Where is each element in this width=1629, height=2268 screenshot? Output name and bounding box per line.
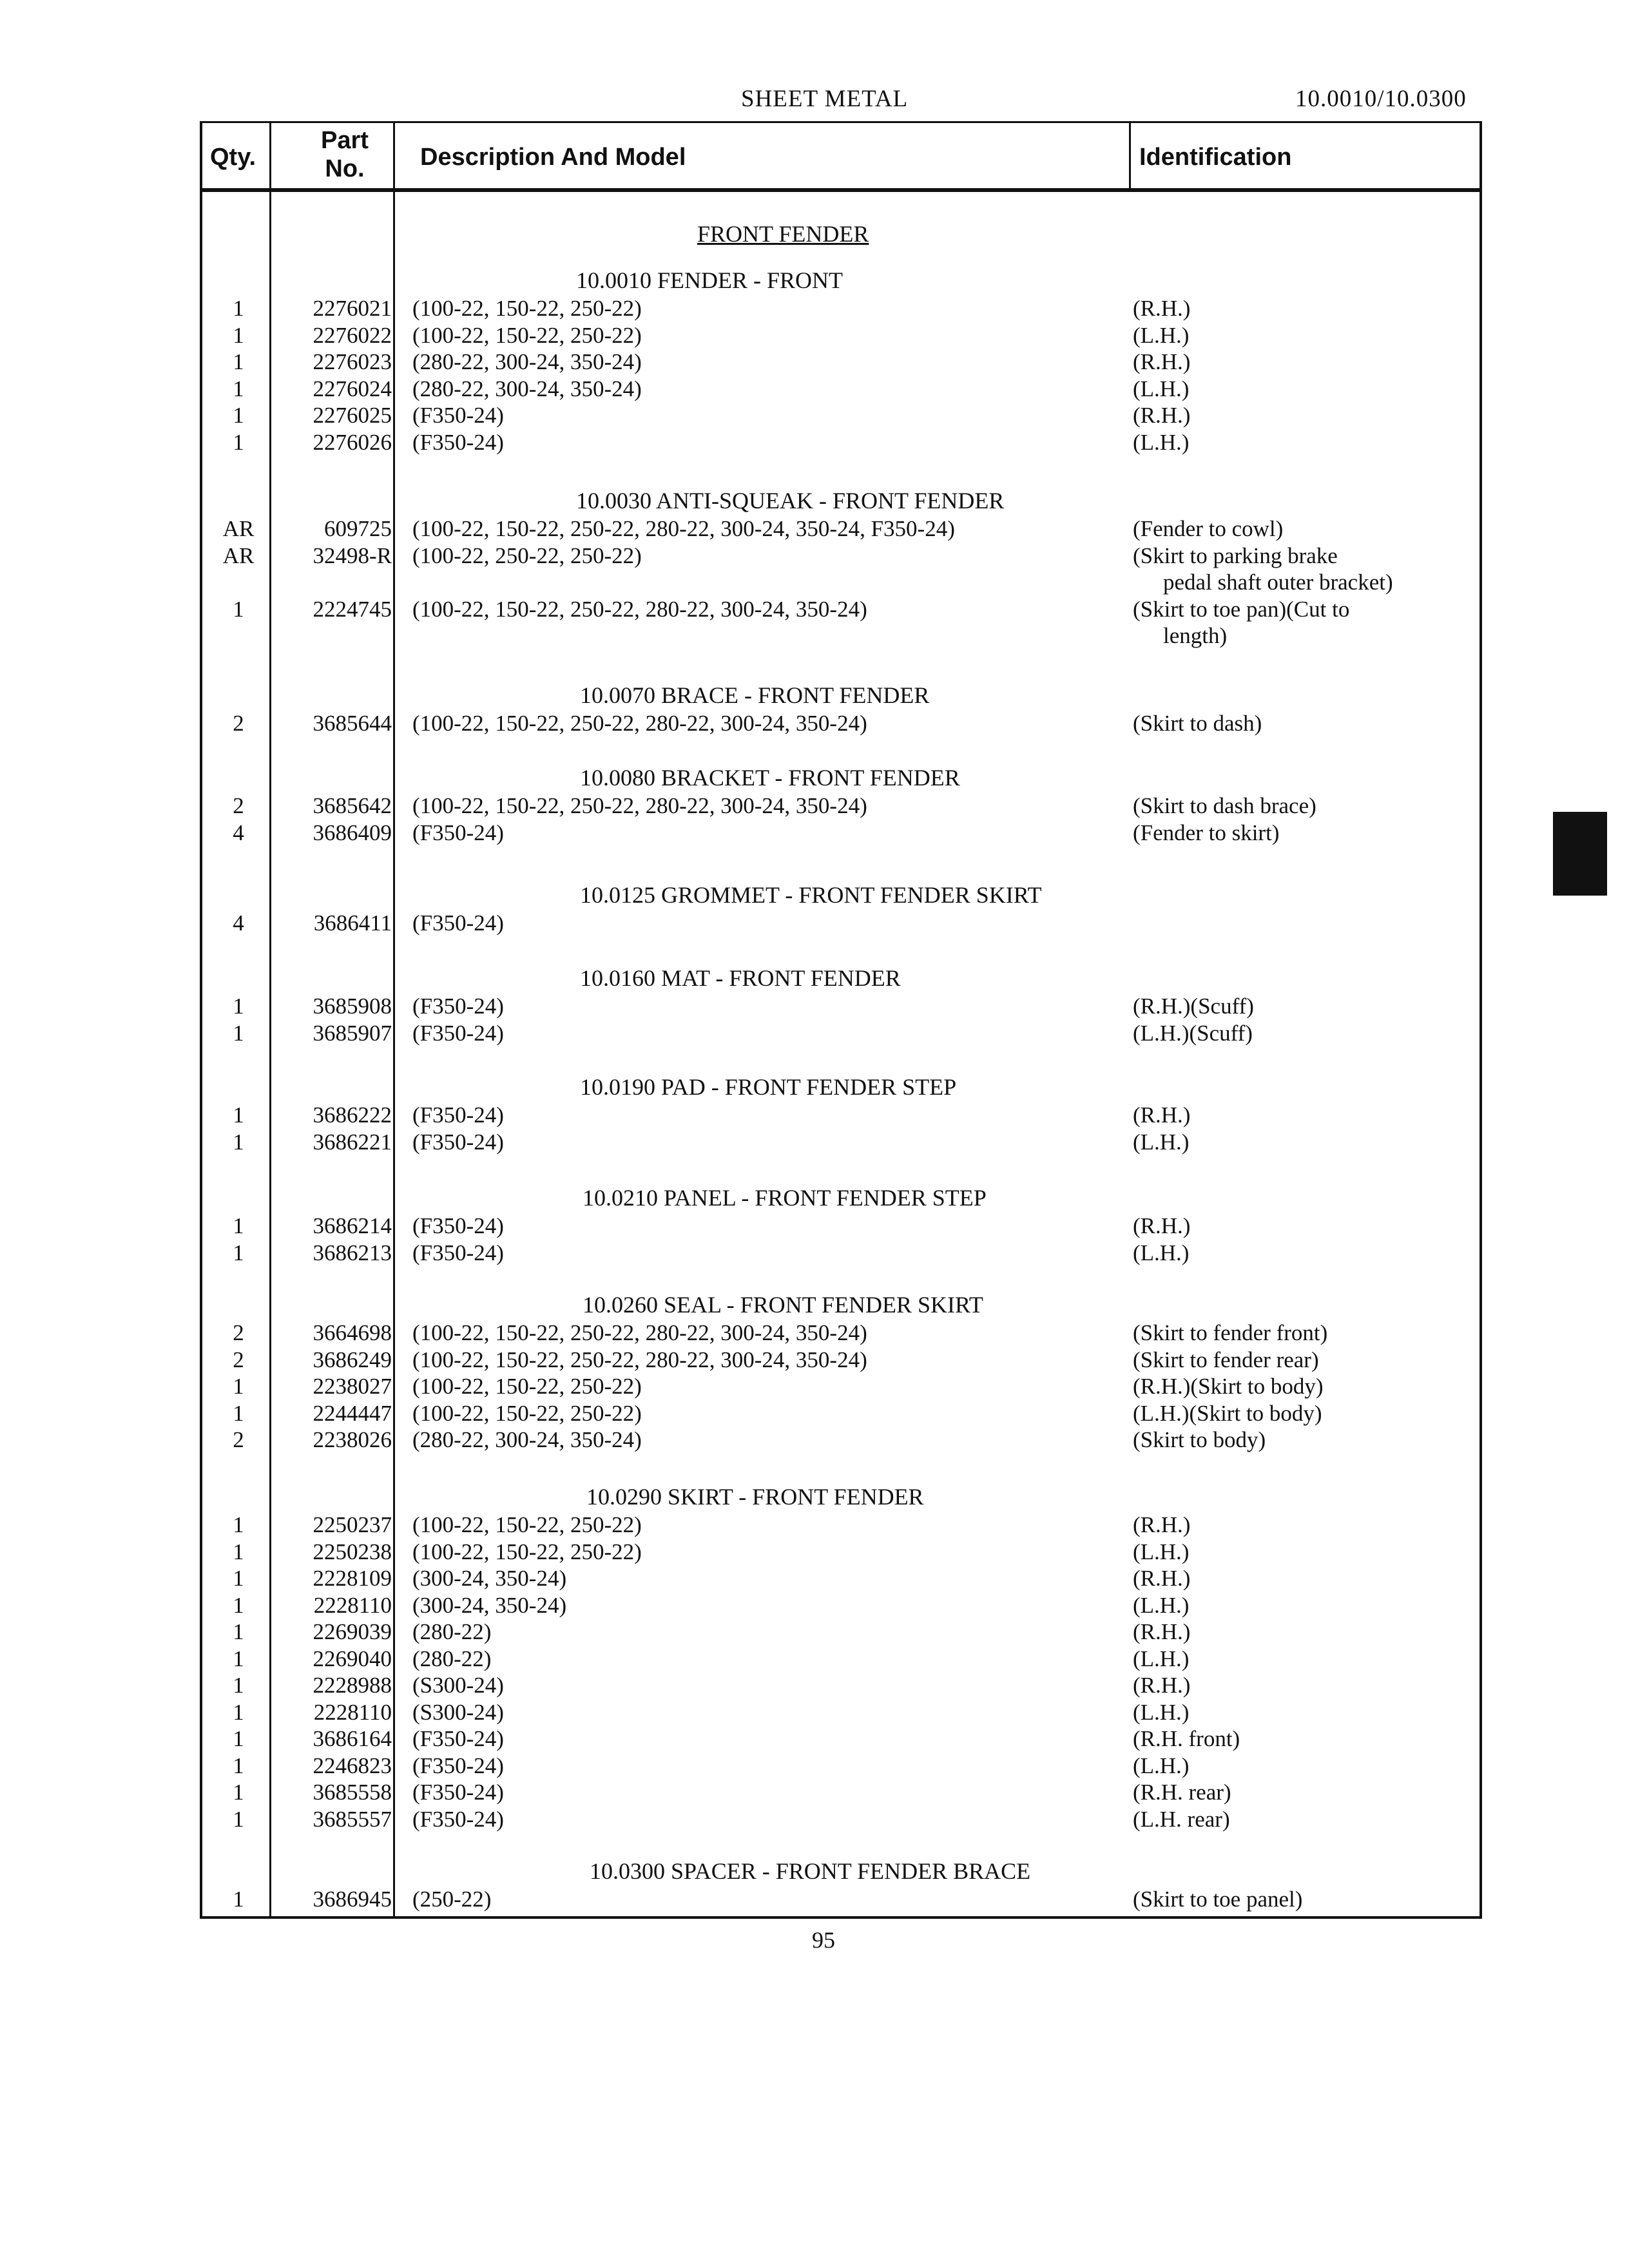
group-title: 10.0210 PANEL - FRONT FENDER STEP	[583, 1185, 987, 1211]
table-row	[0, 1373, 1629, 1400]
description-cell: (100-22, 150-22, 250-22)	[412, 1374, 642, 1399]
description-cell: (S300-24)	[412, 1673, 504, 1698]
qty-cell: AR	[222, 543, 255, 568]
qty-cell: 1	[233, 994, 244, 1019]
description-cell: (100-22, 150-22, 250-22)	[412, 1539, 642, 1564]
table-row	[0, 793, 1629, 820]
part-number-cell: 3686222	[313, 1102, 392, 1128]
part-number-cell: 2228110	[313, 1699, 392, 1725]
qty-cell: 1	[233, 1539, 244, 1564]
identification-cell: (L.H. rear)	[1133, 1806, 1230, 1832]
part-number-cell: 2228988	[313, 1673, 392, 1698]
description-cell: (F350-24)	[412, 820, 504, 845]
section-title: FRONT FENDER	[697, 221, 869, 247]
part-number-cell: 2276023	[313, 349, 392, 374]
qty-cell: 1	[233, 1240, 244, 1265]
section-tab-marker	[1553, 812, 1607, 896]
qty-cell: 1	[233, 403, 244, 428]
qty-cell: 1	[233, 296, 244, 321]
part-number-cell: 2250237	[313, 1512, 392, 1537]
table-row	[0, 1102, 1629, 1129]
qty-cell: 1	[233, 1753, 244, 1778]
description-cell: (F350-24)	[412, 403, 504, 428]
identification-cell: (Skirt to body)	[1133, 1427, 1266, 1452]
group-title: 10.0300 SPACER - FRONT FENDER BRACE	[590, 1858, 1031, 1884]
description-cell: (F350-24)	[412, 1753, 504, 1778]
part-number-cell: 2224745	[313, 596, 392, 622]
identification-cell: (R.H. front)	[1133, 1726, 1240, 1751]
identification-cell: (R.H.)	[1133, 403, 1191, 428]
description-cell: (100-22, 150-22, 250-22, 280-22, 300-24, 350-24)	[412, 1320, 867, 1345]
qty-cell: AR	[222, 516, 255, 541]
part-number-cell: 3686409	[313, 820, 392, 845]
identification-cell: (L.H.)	[1133, 1753, 1190, 1778]
description-cell: (F350-24)	[412, 1806, 504, 1832]
part-number-cell: 3685907	[313, 1020, 392, 1046]
description-cell: (F350-24)	[412, 1726, 504, 1751]
qty-cell: 1	[233, 349, 244, 374]
description-cell: (F350-24)	[412, 1780, 504, 1805]
description-cell: (100-22, 150-22, 250-22, 280-22, 300-24, 350-24)	[412, 793, 867, 818]
qty-cell: 2	[233, 711, 244, 736]
identification-cell: (R.H.)	[1133, 1673, 1191, 1698]
table-row	[0, 322, 1629, 349]
table-row	[0, 1565, 1629, 1592]
identification-cell-continued: pedal shaft outer bracket)	[1163, 570, 1393, 595]
part-number-cell: 2276021	[313, 296, 392, 321]
column-header-description: Description And Model	[420, 144, 686, 171]
description-cell: (280-22)	[412, 1646, 492, 1671]
description-cell: (100-22, 150-22, 250-22)	[412, 296, 642, 321]
part-number-cell: 2238026	[313, 1427, 392, 1452]
table-row	[0, 1347, 1629, 1374]
identification-cell-continued: length)	[1163, 623, 1228, 648]
table-row	[0, 910, 1629, 937]
part-number-cell: 2269040	[313, 1646, 392, 1671]
identification-cell: (Skirt to parking brake	[1133, 543, 1338, 568]
qty-cell: 1	[233, 596, 244, 622]
description-cell: (250-22)	[412, 1887, 492, 1912]
identification-cell: (Skirt to toe panel)	[1133, 1887, 1303, 1912]
qty-cell: 4	[233, 910, 244, 936]
identification-cell: (L.H.)	[1133, 1699, 1190, 1725]
table-row	[0, 1240, 1629, 1267]
part-number-cell: 609725	[324, 516, 392, 541]
qty-cell: 1	[233, 322, 244, 348]
part-number-cell: 3686214	[313, 1213, 392, 1238]
description-cell: (100-22, 150-22, 250-22, 280-22, 300-24, 350-24)	[412, 596, 867, 622]
column-header-qty: Qty.	[210, 144, 256, 171]
qty-cell: 1	[233, 1619, 244, 1644]
table-row	[0, 1129, 1629, 1156]
qty-cell: 1	[233, 1699, 244, 1725]
group-title: 10.0070 BRACE - FRONT FENDER	[580, 682, 930, 708]
table-row	[0, 429, 1629, 456]
part-number-cell: 3685644	[313, 711, 392, 736]
table-row	[0, 349, 1629, 376]
identification-cell: (L.H.)	[1133, 1240, 1190, 1265]
table-row	[0, 402, 1629, 429]
description-cell: (100-22, 150-22, 250-22, 280-22, 300-24, 350-24)	[412, 711, 867, 736]
description-cell: (S300-24)	[412, 1699, 504, 1725]
column-header-identification: Identification	[1139, 144, 1292, 171]
table-row	[0, 993, 1629, 1020]
description-cell: (100-22, 150-22, 250-22)	[412, 322, 642, 348]
identification-cell: (L.H.)	[1133, 1646, 1190, 1671]
table-row	[0, 1672, 1629, 1699]
group-title: 10.0010 FENDER - FRONT	[576, 267, 843, 293]
description-cell: (100-22, 150-22, 250-22)	[412, 1400, 642, 1426]
part-number-cell: 2276022	[313, 322, 392, 348]
description-cell: (300-24, 350-24)	[412, 1592, 567, 1618]
page-header-title: SHEET METAL	[741, 86, 909, 112]
identification-cell: (L.H.)	[1133, 1592, 1190, 1618]
part-number-cell: 32498-R	[313, 543, 392, 568]
page-number: 95	[812, 1927, 835, 1953]
table-row	[0, 1699, 1629, 1726]
table-row-continuation	[0, 622, 1629, 649]
qty-cell: 2	[233, 793, 244, 818]
part-number-cell: 2228110	[313, 1592, 392, 1618]
identification-cell: (R.H.)	[1133, 1619, 1191, 1644]
table-row	[0, 1400, 1629, 1427]
table-row	[0, 1753, 1629, 1780]
part-number-cell: 3686945	[313, 1887, 392, 1912]
table-row	[0, 1619, 1629, 1646]
identification-cell: (L.H.)	[1133, 1539, 1190, 1564]
qty-cell: 1	[233, 1887, 244, 1912]
qty-cell: 1	[233, 1780, 244, 1805]
identification-cell: (L.H.)	[1133, 376, 1190, 401]
description-cell: (F350-24)	[412, 1213, 504, 1238]
part-number-cell: 3664698	[313, 1320, 392, 1345]
identification-cell: (R.H.)(Skirt to body)	[1133, 1374, 1324, 1399]
part-number-cell: 2250238	[313, 1539, 392, 1564]
part-number-cell: 2244447	[313, 1400, 392, 1426]
part-number-cell: 3685558	[313, 1780, 392, 1805]
part-number-cell: 3685557	[313, 1806, 392, 1832]
identification-cell: (Skirt to toe pan)(Cut to	[1133, 596, 1350, 622]
description-cell: (F350-24)	[412, 1240, 504, 1265]
part-number-cell: 2269039	[313, 1619, 392, 1644]
table-row	[0, 1320, 1629, 1347]
identification-cell: (R.H. rear)	[1133, 1780, 1231, 1805]
qty-cell: 1	[233, 1374, 244, 1399]
part-number-cell: 3686164	[313, 1726, 392, 1751]
identification-cell: (L.H.)	[1133, 429, 1190, 455]
qty-cell: 2	[233, 1427, 244, 1452]
identification-cell: (R.H.)	[1133, 349, 1191, 374]
qty-cell: 4	[233, 820, 244, 845]
description-cell: (F350-24)	[412, 994, 504, 1019]
table-row-continuation	[0, 569, 1629, 596]
qty-cell: 1	[233, 1512, 244, 1537]
table-row	[0, 596, 1629, 623]
part-number-cell: 2276026	[313, 429, 392, 455]
part-number-cell: 3686221	[313, 1129, 392, 1155]
group-title: 10.0260 SEAL - FRONT FENDER SKIRT	[583, 1292, 983, 1318]
part-number-cell: 3685908	[313, 994, 392, 1019]
identification-cell: (Fender to cowl)	[1133, 516, 1284, 541]
qty-cell: 2	[233, 1347, 244, 1372]
identification-cell: (R.H.)	[1133, 1566, 1191, 1591]
description-cell: (280-22, 300-24, 350-24)	[412, 349, 642, 374]
table-row	[0, 710, 1629, 737]
table-row	[0, 1020, 1629, 1047]
qty-cell: 1	[233, 1566, 244, 1591]
identification-cell: (Skirt to fender rear)	[1133, 1347, 1319, 1372]
identification-cell: (Fender to skirt)	[1133, 820, 1280, 845]
table-row	[0, 515, 1629, 543]
description-cell: (F350-24)	[412, 1129, 504, 1155]
qty-cell: 1	[233, 429, 244, 455]
group-title: 10.0125 GROMMET - FRONT FENDER SKIRT	[580, 882, 1042, 908]
identification-cell: (Skirt to dash)	[1133, 711, 1262, 736]
identification-cell: (Skirt to dash brace)	[1133, 793, 1316, 818]
description-cell: (280-22)	[412, 1619, 492, 1644]
table-row	[0, 376, 1629, 403]
group-title: 10.0080 BRACKET - FRONT FENDER	[580, 765, 960, 791]
table-row	[0, 543, 1629, 570]
qty-cell: 1	[233, 1806, 244, 1832]
description-cell: (F350-24)	[412, 1102, 504, 1128]
group-title: 10.0160 MAT - FRONT FENDER	[580, 965, 901, 991]
column-header-part	[303, 126, 387, 183]
qty-cell: 1	[233, 1020, 244, 1046]
description-cell: (280-22, 300-24, 350-24)	[412, 376, 642, 401]
qty-cell: 1	[233, 376, 244, 401]
identification-cell: (R.H.)	[1133, 296, 1191, 321]
table-row	[0, 1806, 1629, 1833]
identification-cell: (L.H.)(Scuff)	[1133, 1020, 1253, 1046]
identification-cell: (R.H.)	[1133, 1102, 1191, 1128]
description-cell: (280-22, 300-24, 350-24)	[412, 1427, 642, 1452]
identification-cell: (R.H.)	[1133, 1213, 1191, 1238]
description-cell: (F350-24)	[412, 1020, 504, 1046]
column-header-part-line1: Part	[321, 127, 369, 154]
description-cell: (100-22, 250-22, 250-22)	[412, 543, 642, 568]
part-number-cell: 3686213	[313, 1240, 392, 1265]
qty-cell: 1	[233, 1646, 244, 1671]
part-number-cell: 3686249	[313, 1347, 392, 1372]
identification-cell: (L.H.)	[1133, 1129, 1190, 1155]
part-number-cell: 2228109	[313, 1566, 392, 1591]
group-title: 10.0030 ANTI-SQUEAK - FRONT FENDER	[576, 488, 1005, 514]
group-title: 10.0190 PAD - FRONT FENDER STEP	[580, 1074, 957, 1100]
part-number-cell: 2276025	[313, 403, 392, 428]
page-header-code: 10.0010/10.0300	[1295, 86, 1467, 112]
description-cell: (F350-24)	[412, 910, 504, 936]
table-row	[0, 1779, 1629, 1806]
part-number-cell: 3686411	[313, 910, 392, 936]
group-title: 10.0290 SKIRT - FRONT FENDER	[586, 1484, 924, 1510]
part-number-cell: 2238027	[313, 1374, 392, 1399]
qty-cell: 1	[233, 1213, 244, 1238]
identification-cell: (L.H.)(Skirt to body)	[1133, 1400, 1322, 1426]
table-row	[0, 1512, 1629, 1539]
qty-cell: 1	[233, 1726, 244, 1751]
table-row	[0, 295, 1629, 322]
part-number-cell: 2276024	[313, 376, 392, 401]
description-cell: (F350-24)	[412, 429, 504, 455]
description-cell: (100-22, 150-22, 250-22)	[412, 1512, 642, 1537]
column-divider-ident	[1129, 121, 1131, 192]
description-cell: (300-24, 350-24)	[412, 1566, 567, 1591]
qty-cell: 1	[233, 1129, 244, 1155]
identification-cell: (R.H.)(Scuff)	[1133, 994, 1254, 1019]
qty-cell: 2	[233, 1320, 244, 1345]
qty-cell: 1	[233, 1592, 244, 1618]
qty-cell: 1	[233, 1400, 244, 1426]
table-row	[0, 820, 1629, 847]
table-row	[0, 1427, 1629, 1454]
identification-cell: (Skirt to fender front)	[1133, 1320, 1328, 1345]
table-row	[0, 1886, 1629, 1913]
table-row	[0, 1646, 1629, 1673]
part-number-cell: 2246823	[313, 1753, 392, 1778]
qty-cell: 1	[233, 1673, 244, 1698]
description-cell: (100-22, 150-22, 250-22, 280-22, 300-24, 350-24, F350-24)	[412, 516, 955, 541]
table-row	[0, 1539, 1629, 1566]
part-number-cell: 3685642	[313, 793, 392, 818]
table-row	[0, 1725, 1629, 1753]
table-row	[0, 1592, 1629, 1619]
column-header-part-line2: No.	[325, 155, 365, 182]
identification-cell: (R.H.)	[1133, 1512, 1191, 1537]
table-row	[0, 1213, 1629, 1240]
description-cell: (100-22, 150-22, 250-22, 280-22, 300-24, 350-24)	[412, 1347, 867, 1372]
qty-cell: 1	[233, 1102, 244, 1128]
identification-cell: (L.H.)	[1133, 322, 1190, 348]
